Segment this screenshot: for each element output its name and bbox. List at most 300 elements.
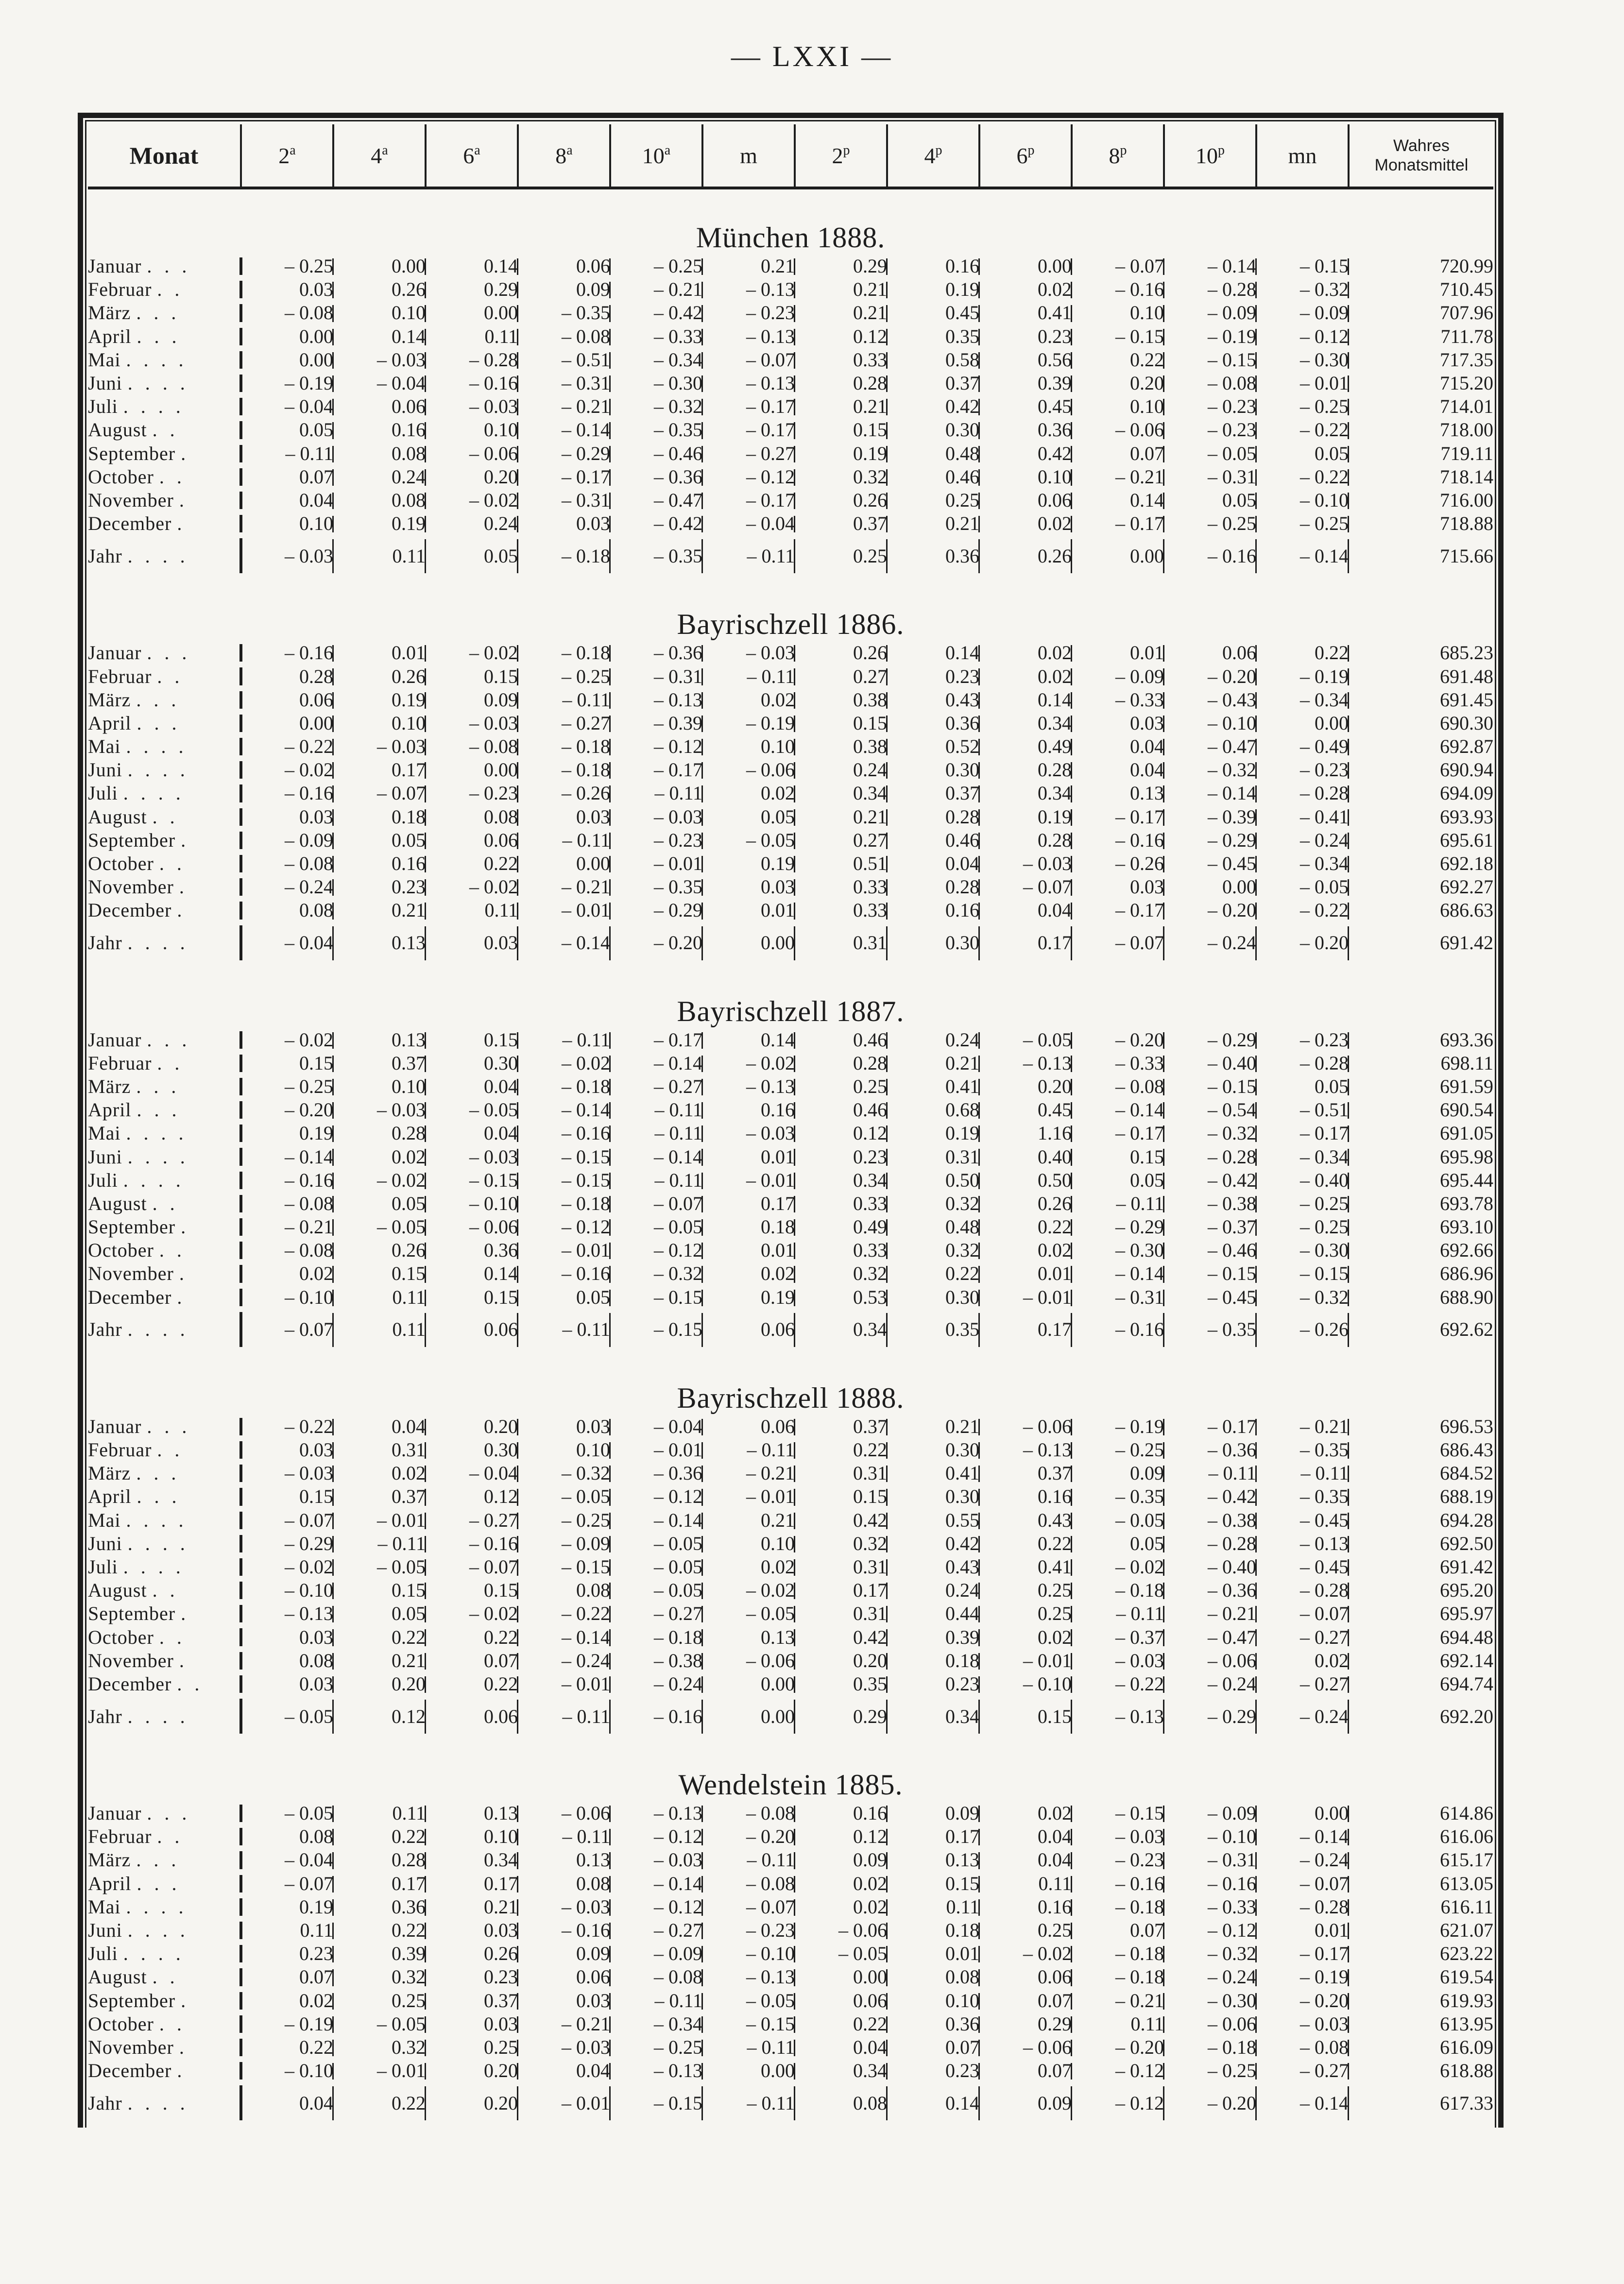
header-row [88, 124, 1493, 188]
deviation-value: – 0.15 [1300, 1262, 1349, 1285]
value-cell [887, 1532, 979, 1555]
month-name: Juni [88, 372, 122, 394]
value-cell [1164, 1602, 1256, 1625]
deviation-value: 0.22 [299, 2036, 333, 2058]
value-cell [241, 758, 333, 782]
deviation-value: 0.02 [761, 1262, 795, 1285]
value-cell [610, 372, 702, 395]
value-cell [979, 852, 1072, 875]
deviation-value: 0.07 [484, 1649, 518, 1671]
value-cell [610, 1509, 702, 1532]
deviation-value: – 0.17 [562, 465, 610, 488]
value-cell [1072, 899, 1164, 922]
value-cell [887, 301, 979, 324]
deviation-value: 1.16 [1038, 1122, 1072, 1144]
value-cell [1256, 922, 1349, 963]
value-cell [979, 1942, 1072, 1965]
value-cell [333, 1825, 426, 1848]
value-cell [1256, 1052, 1349, 1075]
deviation-value: – 0.15 [562, 1145, 610, 1168]
value-cell [1072, 1215, 1164, 1239]
value-cell [426, 805, 518, 829]
value-cell [795, 1532, 887, 1555]
true-monthly-mean-value: 696.53 [1349, 1415, 1493, 1438]
value-cell [333, 512, 426, 535]
deviation-value: – 0.30 [1300, 1239, 1349, 1261]
leader-dots: . . [159, 2012, 186, 2035]
deviation-value: 0.31 [853, 1555, 887, 1578]
deviation-value: – 0.13 [746, 372, 795, 394]
value-cell [702, 1286, 795, 1309]
value-cell [241, 1262, 333, 1285]
deviation-value: 0.34 [484, 1849, 518, 1871]
month-row [88, 852, 1493, 875]
value-cell [241, 1215, 333, 1239]
deviation-value: 0.17 [761, 1192, 795, 1214]
value-cell [979, 1965, 1072, 1989]
deviation-value: – 0.15 [654, 2092, 702, 2114]
deviation-value: 0.10 [392, 712, 426, 734]
deviation-value: – 0.43 [1208, 688, 1256, 711]
deviation-value: – 0.35 [1300, 1439, 1349, 1461]
value-cell [1072, 1919, 1164, 1942]
month-row [88, 1649, 1493, 1672]
deviation-value: 0.11 [392, 1318, 426, 1341]
month-row [88, 688, 1493, 712]
month-row [88, 1942, 1493, 1965]
deviation-value: 0.28 [392, 1122, 426, 1144]
leader-dots: . . . [136, 1849, 180, 1871]
value-cell [795, 2012, 887, 2036]
true-monthly-mean-value: 718.00 [1349, 418, 1493, 442]
deviation-value: 0.19 [1038, 805, 1072, 828]
deviation-value: – 0.10 [285, 1579, 333, 1602]
value-cell [241, 1462, 333, 1485]
header-hour [702, 124, 795, 188]
deviation-value: 0.05 [484, 545, 518, 567]
station-section-heading [88, 1361, 1493, 1415]
deviation-value: – 0.31 [562, 489, 610, 511]
leader-dots: . . . [137, 1099, 181, 1121]
deviation-value: – 0.15 [469, 1169, 518, 1191]
value-cell [1072, 1696, 1164, 1737]
deviation-value: – 0.01 [1023, 1649, 1072, 1671]
deviation-value: – 0.24 [1300, 1705, 1349, 1727]
month-label [88, 1848, 241, 1872]
value-cell [702, 1625, 795, 1649]
value-cell [1072, 1485, 1164, 1508]
value-cell [1256, 1462, 1349, 1485]
deviation-value: 0.03 [299, 805, 333, 828]
true-monthly-mean-value: 690.30 [1349, 712, 1493, 735]
value-cell [333, 1262, 426, 1285]
value-cell [241, 1825, 333, 1848]
value-cell [333, 1989, 426, 2012]
value-cell [241, 805, 333, 829]
value-cell [702, 372, 795, 395]
deviation-value: 0.35 [853, 1672, 887, 1695]
value-cell [1164, 1532, 1256, 1555]
value-cell [1164, 641, 1256, 665]
month-label [88, 782, 241, 805]
deviation-value: – 0.15 [654, 1318, 702, 1341]
pressure-deviation-table [88, 124, 1493, 2123]
value-cell [702, 665, 795, 688]
true-monthly-mean-value: 690.94 [1349, 758, 1493, 782]
month-row [88, 782, 1493, 805]
section-spacer [88, 1350, 1493, 1361]
deviation-value: 0.05 [392, 829, 426, 851]
deviation-value: 0.68 [945, 1099, 979, 1121]
value-cell [333, 1028, 426, 1052]
value-cell [518, 1802, 610, 1825]
deviation-value: 0.01 [761, 1145, 795, 1168]
deviation-value: – 0.32 [654, 395, 702, 418]
value-cell [241, 1942, 333, 1965]
value-cell [887, 442, 979, 465]
value-cell [333, 1965, 426, 1989]
deviation-value: – 0.10 [1208, 1825, 1256, 1848]
value-cell [610, 1215, 702, 1239]
value-cell [426, 2012, 518, 2036]
deviation-value: – 0.13 [746, 1075, 795, 1097]
value-cell [241, 1625, 333, 1649]
deviation-value: 0.13 [761, 1626, 795, 1648]
deviation-value: – 0.12 [654, 1485, 702, 1508]
value-cell [979, 1649, 1072, 1672]
value-cell [333, 1239, 426, 1262]
deviation-value: – 0.34 [1300, 1145, 1349, 1168]
deviation-value: 0.03 [1130, 876, 1164, 898]
deviation-value: 0.11 [484, 325, 518, 347]
deviation-value: – 0.29 [1115, 1216, 1164, 1238]
value-cell [241, 1579, 333, 1602]
value-cell [333, 1942, 426, 1965]
year-row [88, 1696, 1493, 1737]
value-cell [518, 372, 610, 395]
value-cell [1072, 255, 1164, 278]
value-cell [1164, 1098, 1256, 1122]
year-row [88, 922, 1493, 963]
month-name: Januar [88, 642, 142, 664]
deviation-value: 0.07 [299, 1966, 333, 1988]
deviation-value: – 0.27 [654, 1602, 702, 1625]
leader-dots: . [179, 2036, 188, 2058]
deviation-value: 0.35 [945, 1318, 979, 1341]
leader-dots: . [179, 1262, 188, 1285]
value-cell [241, 1028, 333, 1052]
value-cell [702, 875, 795, 899]
deviation-value: – 0.05 [377, 1555, 426, 1578]
value-cell [702, 1965, 795, 1989]
deviation-value: – 0.03 [1115, 1649, 1164, 1671]
value-cell [1072, 641, 1164, 665]
deviation-value: – 0.12 [746, 465, 795, 488]
value-cell [1072, 2059, 1164, 2082]
value-cell [1164, 1415, 1256, 1438]
header-hour [333, 124, 426, 188]
spacer-cell [88, 1350, 1493, 1361]
value-cell [887, 852, 979, 875]
deviation-value: – 0.18 [562, 545, 610, 567]
deviation-value: – 0.37 [1208, 1216, 1256, 1238]
value-cell [979, 372, 1072, 395]
value-cell [241, 278, 333, 301]
value-cell [610, 1649, 702, 1672]
deviation-value: 0.03 [576, 805, 610, 828]
month-label [88, 875, 241, 899]
deviation-value: – 0.06 [469, 442, 518, 464]
value-cell [702, 1802, 795, 1825]
month-label [88, 512, 241, 535]
deviation-value: 0.37 [945, 782, 979, 804]
value-cell [241, 1169, 333, 1192]
value-cell [333, 1309, 426, 1350]
value-cell [979, 1802, 1072, 1825]
deviation-value: 0.16 [392, 852, 426, 875]
value-cell [1164, 1942, 1256, 1965]
value-cell [702, 641, 795, 665]
value-cell [1072, 875, 1164, 899]
value-cell [1164, 1262, 1256, 1285]
month-row [88, 465, 1493, 489]
value-cell [979, 1872, 1072, 1895]
deviation-value: 0.10 [1038, 465, 1072, 488]
deviation-value: – 0.06 [562, 1802, 610, 1824]
value-cell [1256, 1215, 1349, 1239]
deviation-value: – 0.32 [1300, 1286, 1349, 1308]
deviation-value: 0.13 [576, 1849, 610, 1871]
deviation-value: – 0.22 [1300, 419, 1349, 441]
value-cell [1256, 1098, 1349, 1122]
deviation-value: – 0.03 [562, 1895, 610, 1918]
month-label [88, 1192, 241, 1215]
deviation-value: – 0.19 [1300, 1966, 1349, 1988]
true-monthly-mean-value: 718.14 [1349, 465, 1493, 489]
value-cell [1072, 852, 1164, 875]
value-cell [795, 372, 887, 395]
deviation-value: 0.05 [299, 419, 333, 441]
deviation-value: – 0.08 [1300, 2036, 1349, 2058]
true-monthly-mean-value: 621.07 [1349, 1919, 1493, 1942]
value-cell [887, 1649, 979, 1672]
deviation-value: 0.16 [1038, 1895, 1072, 1918]
value-cell [702, 1509, 795, 1532]
deviation-value: 0.06 [1038, 489, 1072, 511]
deviation-value: – 0.02 [285, 1555, 333, 1578]
value-cell [1256, 852, 1349, 875]
deviation-value: 0.27 [853, 665, 887, 687]
month-name: April [88, 1099, 132, 1121]
month-name: Juli [88, 782, 118, 804]
month-label [88, 852, 241, 875]
value-cell [518, 1169, 610, 1192]
deviation-value: 0.41 [945, 1075, 979, 1097]
value-cell [610, 1415, 702, 1438]
deviation-value: – 0.11 [562, 1028, 610, 1051]
value-cell [702, 442, 795, 465]
deviation-value: 0.14 [392, 325, 426, 347]
value-cell [610, 852, 702, 875]
value-cell [518, 1895, 610, 1919]
value-cell [795, 805, 887, 829]
value-cell [1072, 418, 1164, 442]
deviation-value: – 0.02 [469, 1602, 518, 1625]
deviation-value: – 0.07 [377, 782, 426, 804]
value-cell [333, 1696, 426, 1737]
header-hour-suffix: a [382, 142, 388, 158]
value-cell [887, 1696, 979, 1737]
value-cell [1164, 1895, 1256, 1919]
deviation-value: – 0.54 [1208, 1099, 1256, 1121]
deviation-value: – 0.03 [377, 735, 426, 758]
value-cell [1256, 829, 1349, 852]
value-cell [518, 1028, 610, 1052]
value-cell [1072, 1262, 1164, 1285]
month-row [88, 1919, 1493, 1942]
value-cell [887, 665, 979, 688]
deviation-value: 0.08 [392, 489, 426, 511]
deviation-value: – 0.21 [285, 1216, 333, 1238]
value-cell [979, 301, 1072, 324]
value-cell [1164, 2036, 1256, 2059]
deviation-value: – 0.05 [377, 2012, 426, 2035]
value-cell [518, 395, 610, 418]
value-cell [610, 2082, 702, 2123]
deviation-value: 0.39 [1038, 372, 1072, 394]
value-cell [795, 1895, 887, 1919]
value-cell [979, 465, 1072, 489]
header-hour [610, 124, 702, 188]
true-monthly-mean-value: 618.88 [1349, 2059, 1493, 2082]
leader-dots: . [177, 512, 186, 535]
value-cell [241, 875, 333, 899]
month-name: April [88, 712, 132, 734]
value-cell [795, 688, 887, 712]
value-cell [1072, 1415, 1164, 1438]
deviation-value: – 0.14 [654, 1509, 702, 1531]
true-monthly-mean-value: 717.35 [1349, 348, 1493, 372]
value-cell [702, 1555, 795, 1579]
deviation-value: 0.18 [945, 1919, 979, 1942]
deviation-value: 0.34 [1038, 712, 1072, 734]
value-cell [518, 418, 610, 442]
deviation-value: – 0.11 [747, 665, 795, 687]
deviation-value: – 0.11 [377, 1532, 426, 1554]
deviation-value: – 0.02 [1115, 1555, 1164, 1578]
value-cell [241, 1989, 333, 2012]
deviation-value: – 0.17 [654, 759, 702, 781]
value-cell [518, 641, 610, 665]
value-cell [795, 1602, 887, 1625]
month-row [88, 1192, 1493, 1215]
value-cell [1164, 372, 1256, 395]
value-cell [610, 278, 702, 301]
deviation-value: – 0.14 [562, 932, 610, 954]
header-hour-value: 8 [1109, 143, 1120, 168]
deviation-value: 0.15 [484, 1579, 518, 1602]
deviation-value: 0.14 [484, 1262, 518, 1285]
deviation-value: 0.17 [945, 1825, 979, 1848]
value-cell [1256, 1696, 1349, 1737]
deviation-value: – 0.29 [1208, 829, 1256, 851]
value-cell [795, 735, 887, 758]
deviation-value: – 0.17 [746, 419, 795, 441]
month-row [88, 1052, 1493, 1075]
value-cell [1072, 2082, 1164, 2123]
deviation-value: 0.02 [392, 1145, 426, 1168]
deviation-value: 0.42 [853, 1626, 887, 1648]
deviation-value: – 0.25 [1300, 1216, 1349, 1238]
deviation-value: 0.19 [299, 1122, 333, 1144]
deviation-value: 0.25 [945, 489, 979, 511]
value-cell [702, 1579, 795, 1602]
value-cell [979, 641, 1072, 665]
leader-dots: . . [159, 852, 186, 875]
value-cell [1072, 1169, 1164, 1192]
deviation-value: 0.18 [945, 1649, 979, 1671]
value-cell [333, 1802, 426, 1825]
value-cell [610, 1286, 702, 1309]
month-label [88, 1942, 241, 1965]
value-cell [1072, 712, 1164, 735]
value-cell [518, 1145, 610, 1168]
header-hour-suffix: p [843, 142, 850, 158]
deviation-value: – 0.11 [654, 1169, 702, 1191]
value-cell [518, 1239, 610, 1262]
value-cell [702, 899, 795, 922]
month-name: Juni [88, 1532, 122, 1554]
value-cell [333, 1286, 426, 1309]
deviation-value: – 0.05 [1300, 876, 1349, 898]
leader-dots: . . . [147, 255, 191, 277]
deviation-value: – 0.05 [469, 1099, 518, 1121]
true-monthly-mean-value: 619.54 [1349, 1965, 1493, 1989]
deviation-value: 0.00 [484, 302, 518, 324]
deviation-value: – 0.15 [746, 2012, 795, 2035]
header-hour-value: 4 [924, 143, 936, 168]
deviation-value: – 0.45 [1208, 1286, 1256, 1308]
value-cell [795, 1625, 887, 1649]
month-label [88, 1028, 241, 1052]
month-row [88, 1075, 1493, 1098]
deviation-value: – 0.08 [746, 1802, 795, 1824]
value-cell [241, 1098, 333, 1122]
month-name: September [88, 829, 176, 851]
deviation-value: – 0.19 [746, 712, 795, 734]
value-cell [518, 1942, 610, 1965]
value-cell [610, 1802, 702, 1825]
deviation-value: 0.25 [1038, 1579, 1072, 1602]
header-hour [795, 124, 887, 188]
value-cell [887, 1989, 979, 2012]
deviation-value: 0.26 [484, 1943, 518, 1965]
deviation-value: 0.23 [945, 665, 979, 687]
deviation-value: – 0.01 [1023, 1286, 1072, 1308]
spacer-cell [88, 1737, 1493, 1747]
deviation-value: – 0.19 [285, 2012, 333, 2035]
month-name: December [88, 512, 172, 535]
deviation-value: 0.05 [392, 1192, 426, 1214]
month-label [88, 899, 241, 922]
station-title-cell [88, 1747, 1493, 1802]
value-cell [887, 348, 979, 372]
month-name: Mai [88, 1509, 121, 1531]
value-cell [333, 735, 426, 758]
value-cell [333, 1649, 426, 1672]
value-cell [1072, 1028, 1164, 1052]
value-cell [979, 2059, 1072, 2082]
